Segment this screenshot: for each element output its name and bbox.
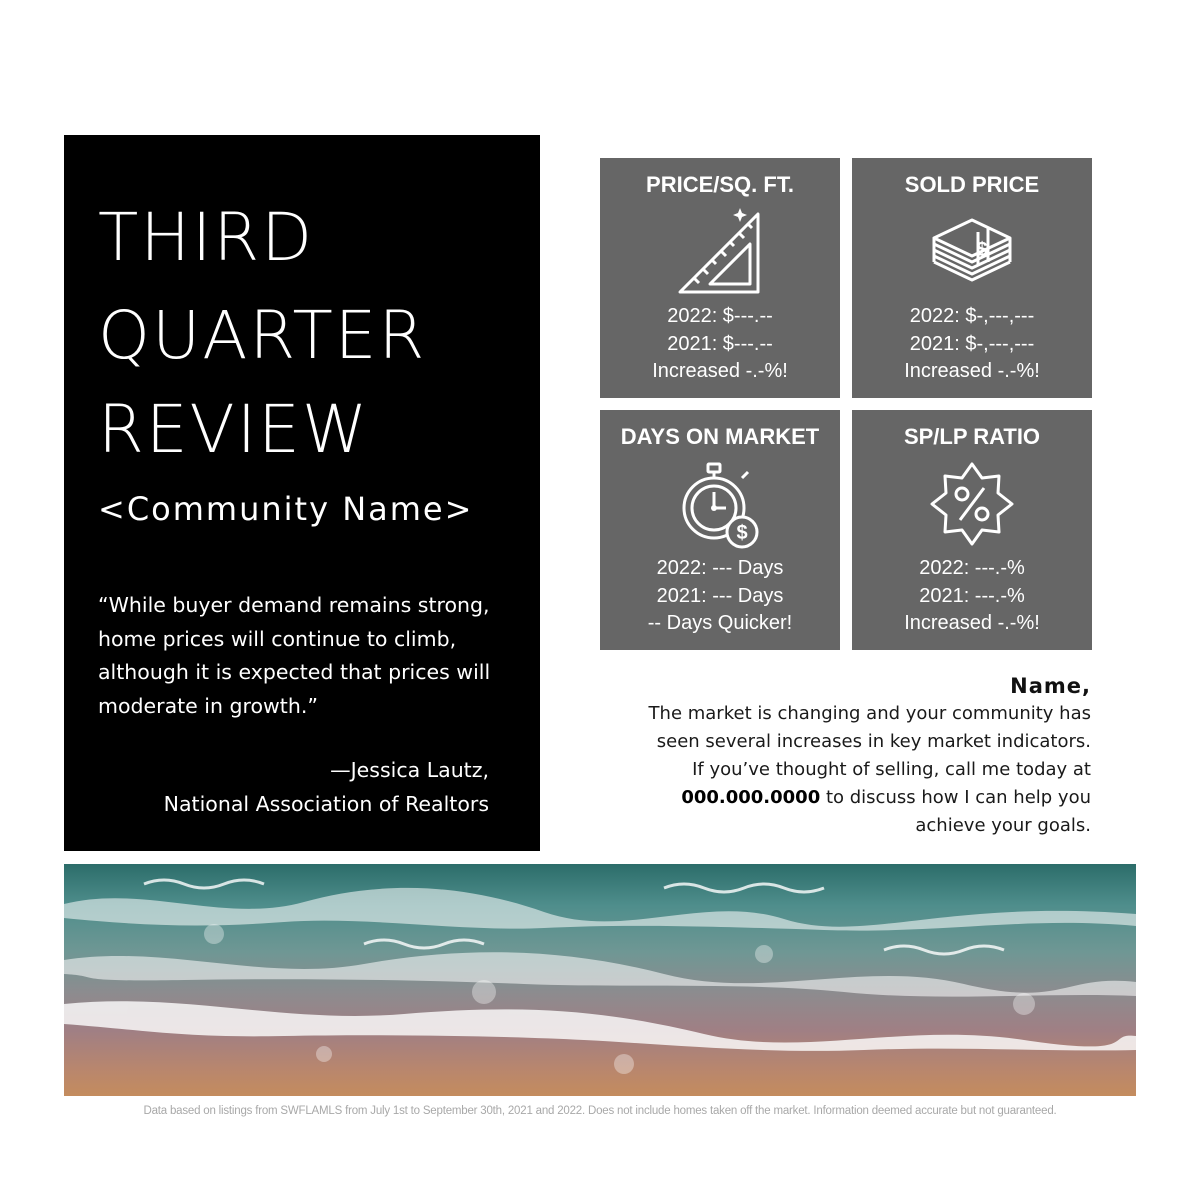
stat-title: SP/LP RATIO xyxy=(903,424,1041,449)
title-line-1: THIRD xyxy=(98,199,315,276)
stat-2022: 2022: $---.-- xyxy=(667,305,773,327)
svg-text:$: $ xyxy=(736,522,748,544)
stat-values xyxy=(600,303,840,386)
percent-badge-icon xyxy=(922,456,1022,552)
quote-text: “While buyer demand remains strong, home prices will continue to climb, although it is expected that prices will moderate in growth.” xyxy=(98,593,491,718)
message-line-1: The market is changing and your community has xyxy=(648,703,1091,724)
set-square-ruler-icon xyxy=(670,204,770,300)
message-line-4 xyxy=(560,784,1091,812)
stopwatch-dollar-icon xyxy=(670,456,770,552)
stat-card-sold-price xyxy=(852,158,1092,398)
svg-text:$: $ xyxy=(976,239,988,261)
message-line-2: seen several increases in key market indicators. xyxy=(656,731,1091,752)
stat-values xyxy=(600,555,840,638)
ocean-waves-photo xyxy=(64,864,1136,1096)
stat-2022: 2022: --- Days xyxy=(656,557,784,579)
stat-2021: 2021: --- Days xyxy=(656,584,784,607)
stat-change: Increased -.-%! xyxy=(904,360,1040,382)
stat-2021: 2021: $-,---,--- xyxy=(909,332,1035,355)
stat-2021: 2021: $---.-- xyxy=(667,332,773,355)
stat-card-days-on-market xyxy=(600,410,840,650)
stat-change: Increased -.-%! xyxy=(652,360,788,382)
stat-change: -- Days Quicker! xyxy=(647,612,793,634)
message-line-5: achieve your goals. xyxy=(915,815,1091,836)
stat-card-price-sqft xyxy=(600,158,840,398)
stat-values xyxy=(852,303,1092,386)
recipient-name: Name, xyxy=(1010,674,1091,698)
wave-foam-illustration xyxy=(64,864,1136,1096)
message-line-4-rest: to discuss how I can help you xyxy=(820,787,1091,808)
quote-attribution xyxy=(164,753,489,821)
agent-message xyxy=(560,672,1091,840)
title-panel xyxy=(64,135,540,851)
money-stack-icon xyxy=(922,204,1022,300)
phone-number[interactable]: 000.000.0000 xyxy=(681,787,821,808)
stat-2022: 2022: $-,---,--- xyxy=(909,305,1035,327)
quote-author: —Jessica Lautz, xyxy=(330,758,489,782)
community-name: <Community Name> xyxy=(98,490,474,528)
title-line-2: QUARTER xyxy=(98,297,427,374)
title-line-3: REVIEW xyxy=(98,391,370,468)
stat-title: SOLD PRICE xyxy=(904,172,1040,197)
message-line-3: If you’ve thought of selling, call me today at xyxy=(692,759,1091,780)
stat-values xyxy=(852,555,1092,638)
disclaimer: Data based on listings from SWFLAMLS from July 1st to September 30th, 2021 and 2022. Does not include homes taken off the market. Information deemed accurate but not guaranteed. xyxy=(143,1105,1057,1117)
stat-change: Increased -.-%! xyxy=(904,612,1040,634)
stat-title: PRICE/SQ. FT. xyxy=(646,172,794,197)
quote-organization: National Association of Realtors xyxy=(163,792,489,816)
stat-2022: 2022: ---.-% xyxy=(919,557,1025,579)
stat-card-sp-lp-ratio xyxy=(852,410,1092,650)
stat-title: DAYS ON MARKET xyxy=(620,424,820,449)
stat-2021: 2021: ---.-% xyxy=(919,584,1025,607)
